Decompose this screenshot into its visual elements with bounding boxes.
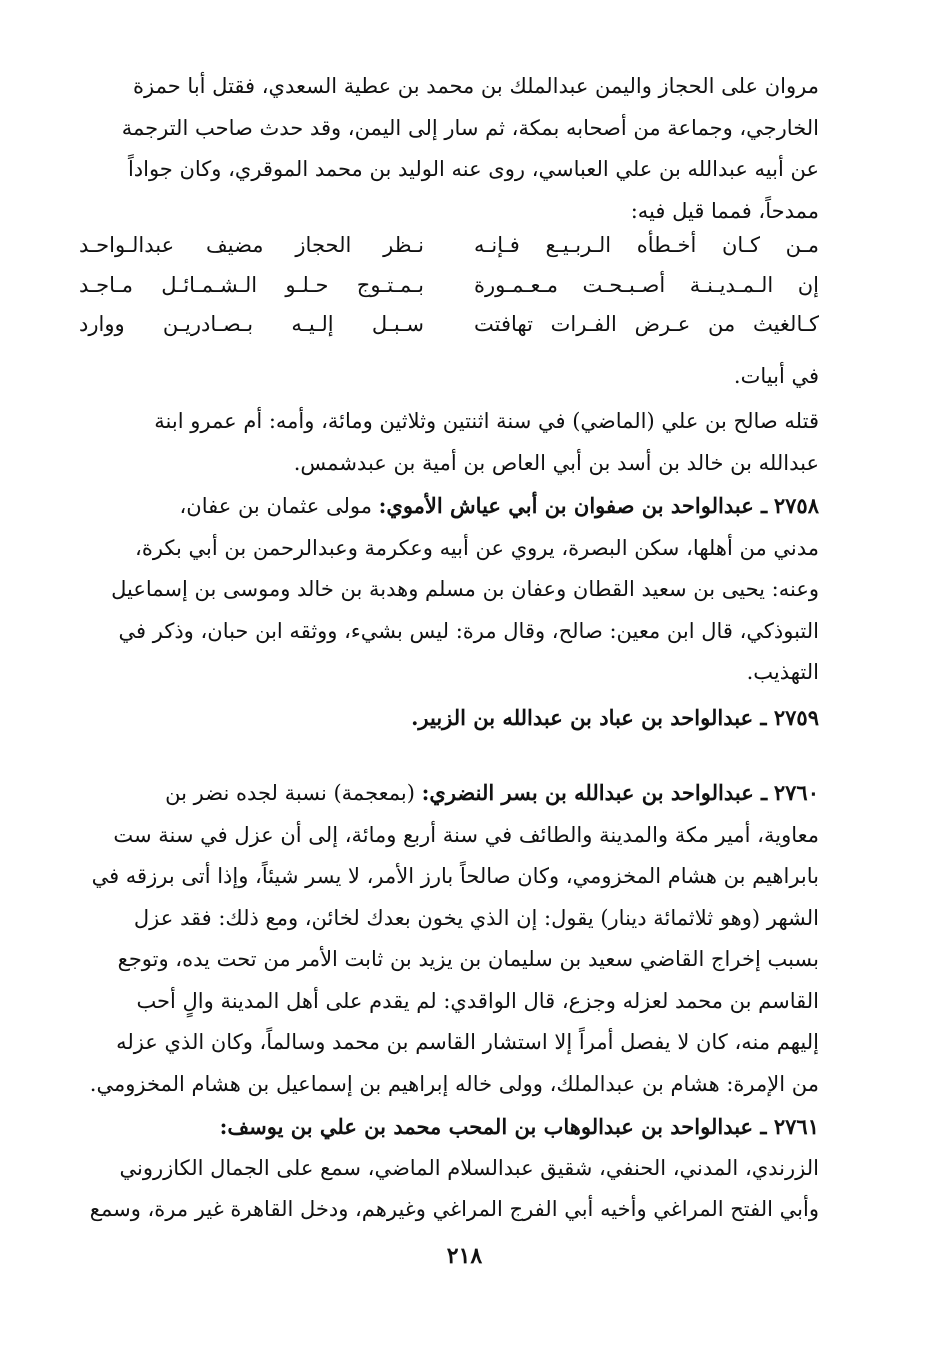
verse-second-hemistich: سـبـل إلـيـه بـصـادريـن ووارد <box>79 312 424 336</box>
entry-heading: ـ عبدالواحد بن عباد بن عبدالله بن الزبير. <box>411 705 767 730</box>
verse-first-hemistich: إن الـمـديـنـة أصـبـحـت مـعـمـورة <box>474 272 819 297</box>
text-line: بابراهيم بن هشام المخزومي، وكان صالحاً بارز الأمر، لا يسر شيئاً، وإذا أتى برزقه في <box>91 864 819 888</box>
poem-verses <box>79 226 819 345</box>
text-line: التهذيب. <box>746 660 819 684</box>
text-line: معاوية، أمير مكة والمدينة والطائف في سنة أربع ومائة، إلى أن عزل في سنة ست <box>113 822 819 847</box>
text-line: القاسم بن محمد لعزله وجزع، قال الواقدي: لم يقدم على أهل المدينة والٍ أحب <box>136 988 819 1013</box>
text-line: قتله صالح بن علي (الماضي) في سنة اثنتين وثلاثين ومائة، وأمه: أم عمرو ابنة <box>154 409 819 433</box>
entry-heading: ـ عبدالواحد بن صفوان بن أبي عياش الأموي: <box>378 493 768 518</box>
text-line: الشهر (وهو ثلاثمائة دينار) يقول: إن الذي يخون بعدك لخائن، ومع ذلك: فقد عزل <box>133 905 819 930</box>
entry-text: مولى عثمان بن عفان، <box>179 494 372 518</box>
text-line: إليهم منه، كان لا يفصل أمراً إلا استشار القاسم بن محمد وسالماً، وكان الذي عزله <box>116 1030 819 1054</box>
entry-heading: ـ عبدالواحد بن عبدالوهاب بن المحب محمد بن علي بن يوسف: <box>219 1114 767 1139</box>
verse-first-hemistich: مـن كـان أخـطأه الـربـيـع فـإنـه <box>474 233 819 257</box>
entry-2761 <box>79 1106 819 1231</box>
entry-2760 <box>79 772 819 1105</box>
entry-number: ٢٧٦٠ <box>773 780 819 805</box>
verse-second-hemistich: نـظر الحجاز مضيف عبدالـواحـد <box>79 233 424 257</box>
text-line: مدني من أهلها، سكن البصرة، يروي عن أبيه وعكرمة وعبدالرحمن بن أبي بكرة، <box>135 535 819 560</box>
verse-first-hemistich: كـالغيث من عـرض الفـرات تهافتت <box>474 312 819 336</box>
entry-first-line <box>79 772 819 815</box>
intro-paragraph <box>79 66 819 232</box>
entry-2759 <box>79 697 819 739</box>
text-line: في أبيات. <box>733 364 819 388</box>
page-number: ٢١٨ <box>446 1243 483 1269</box>
entry-2758 <box>79 485 819 694</box>
text-line: وعنه: يحيى بن سعيد القطان وعفان بن مسلم وهدبة بن خالد وموسى بن إسماعيل <box>111 577 819 601</box>
text-line: الزرندي، المدني، الحنفي، شقيق عبدالسلام الماضي، سمع على الجمال الكازروني <box>119 1155 819 1180</box>
text-line: ممدحاً، فمما قيل فيه: <box>630 198 819 223</box>
entry-text: (بمعجمة) نسبة لجده نضر بن <box>165 781 415 805</box>
verse-second-hemistich: بـمـتـوج حـلـو الـشـمـائـل مـاجـد <box>79 272 424 297</box>
text-line: من الإمرة: هشام بن عبدالملك، وولى خاله إبراهيم بن إسماعيل بن هشام المخزومي. <box>89 1071 819 1096</box>
entry-number: ٢٧٥٩ <box>773 705 819 730</box>
text-line: التبوذكي، قال ابن معين: صالح، وقال مرة: ليس بشيء، ووثقه ابن حبان، وذكر في <box>118 618 819 643</box>
text-line: مروان على الحجاز واليمن عبدالملك بن محمد بن عطية السعدي، فقتل أبا حمزة <box>133 74 819 98</box>
death-paragraph <box>79 401 819 484</box>
entry-first-line <box>79 485 819 528</box>
verse-row <box>79 226 819 266</box>
text-line: الخارجي، وجماعة من أصحابه بمكة، ثم سار إلى اليمن، وقد حدث صاحب الترجمة <box>121 115 819 140</box>
entry-first-line <box>79 1106 819 1148</box>
entry-heading: ـ عبدالواحد بن عبدالله بن بسر النضري: <box>421 780 768 805</box>
text-line: عبدالله بن خالد بن أسد بن أبي العاص بن أمية بن عبدشمس. <box>293 450 819 475</box>
poem-note <box>79 356 819 398</box>
verse-row <box>79 305 819 345</box>
entry-number: ٢٧٥٨ <box>773 493 819 518</box>
text-line: بسبب إخراج القاضي سعيد بن سليمان بن يزيد بن ثابت الأمر من تحت يده، وتوجع <box>117 947 819 971</box>
entry-number: ٢٧٦١ <box>773 1114 819 1139</box>
verse-row <box>79 266 819 306</box>
text-line: وأبي الفتح المراغي وأخيه أبي الفرج المراغي وغيرهم، ودخل القاهرة غير مرة، وسمع <box>89 1197 819 1221</box>
entry-first-line <box>79 697 819 739</box>
text-line: عن أبيه عبدالله بن علي العباسي، روى عنه الوليد بن محمد الموقري، وكان جواداً <box>127 157 819 181</box>
